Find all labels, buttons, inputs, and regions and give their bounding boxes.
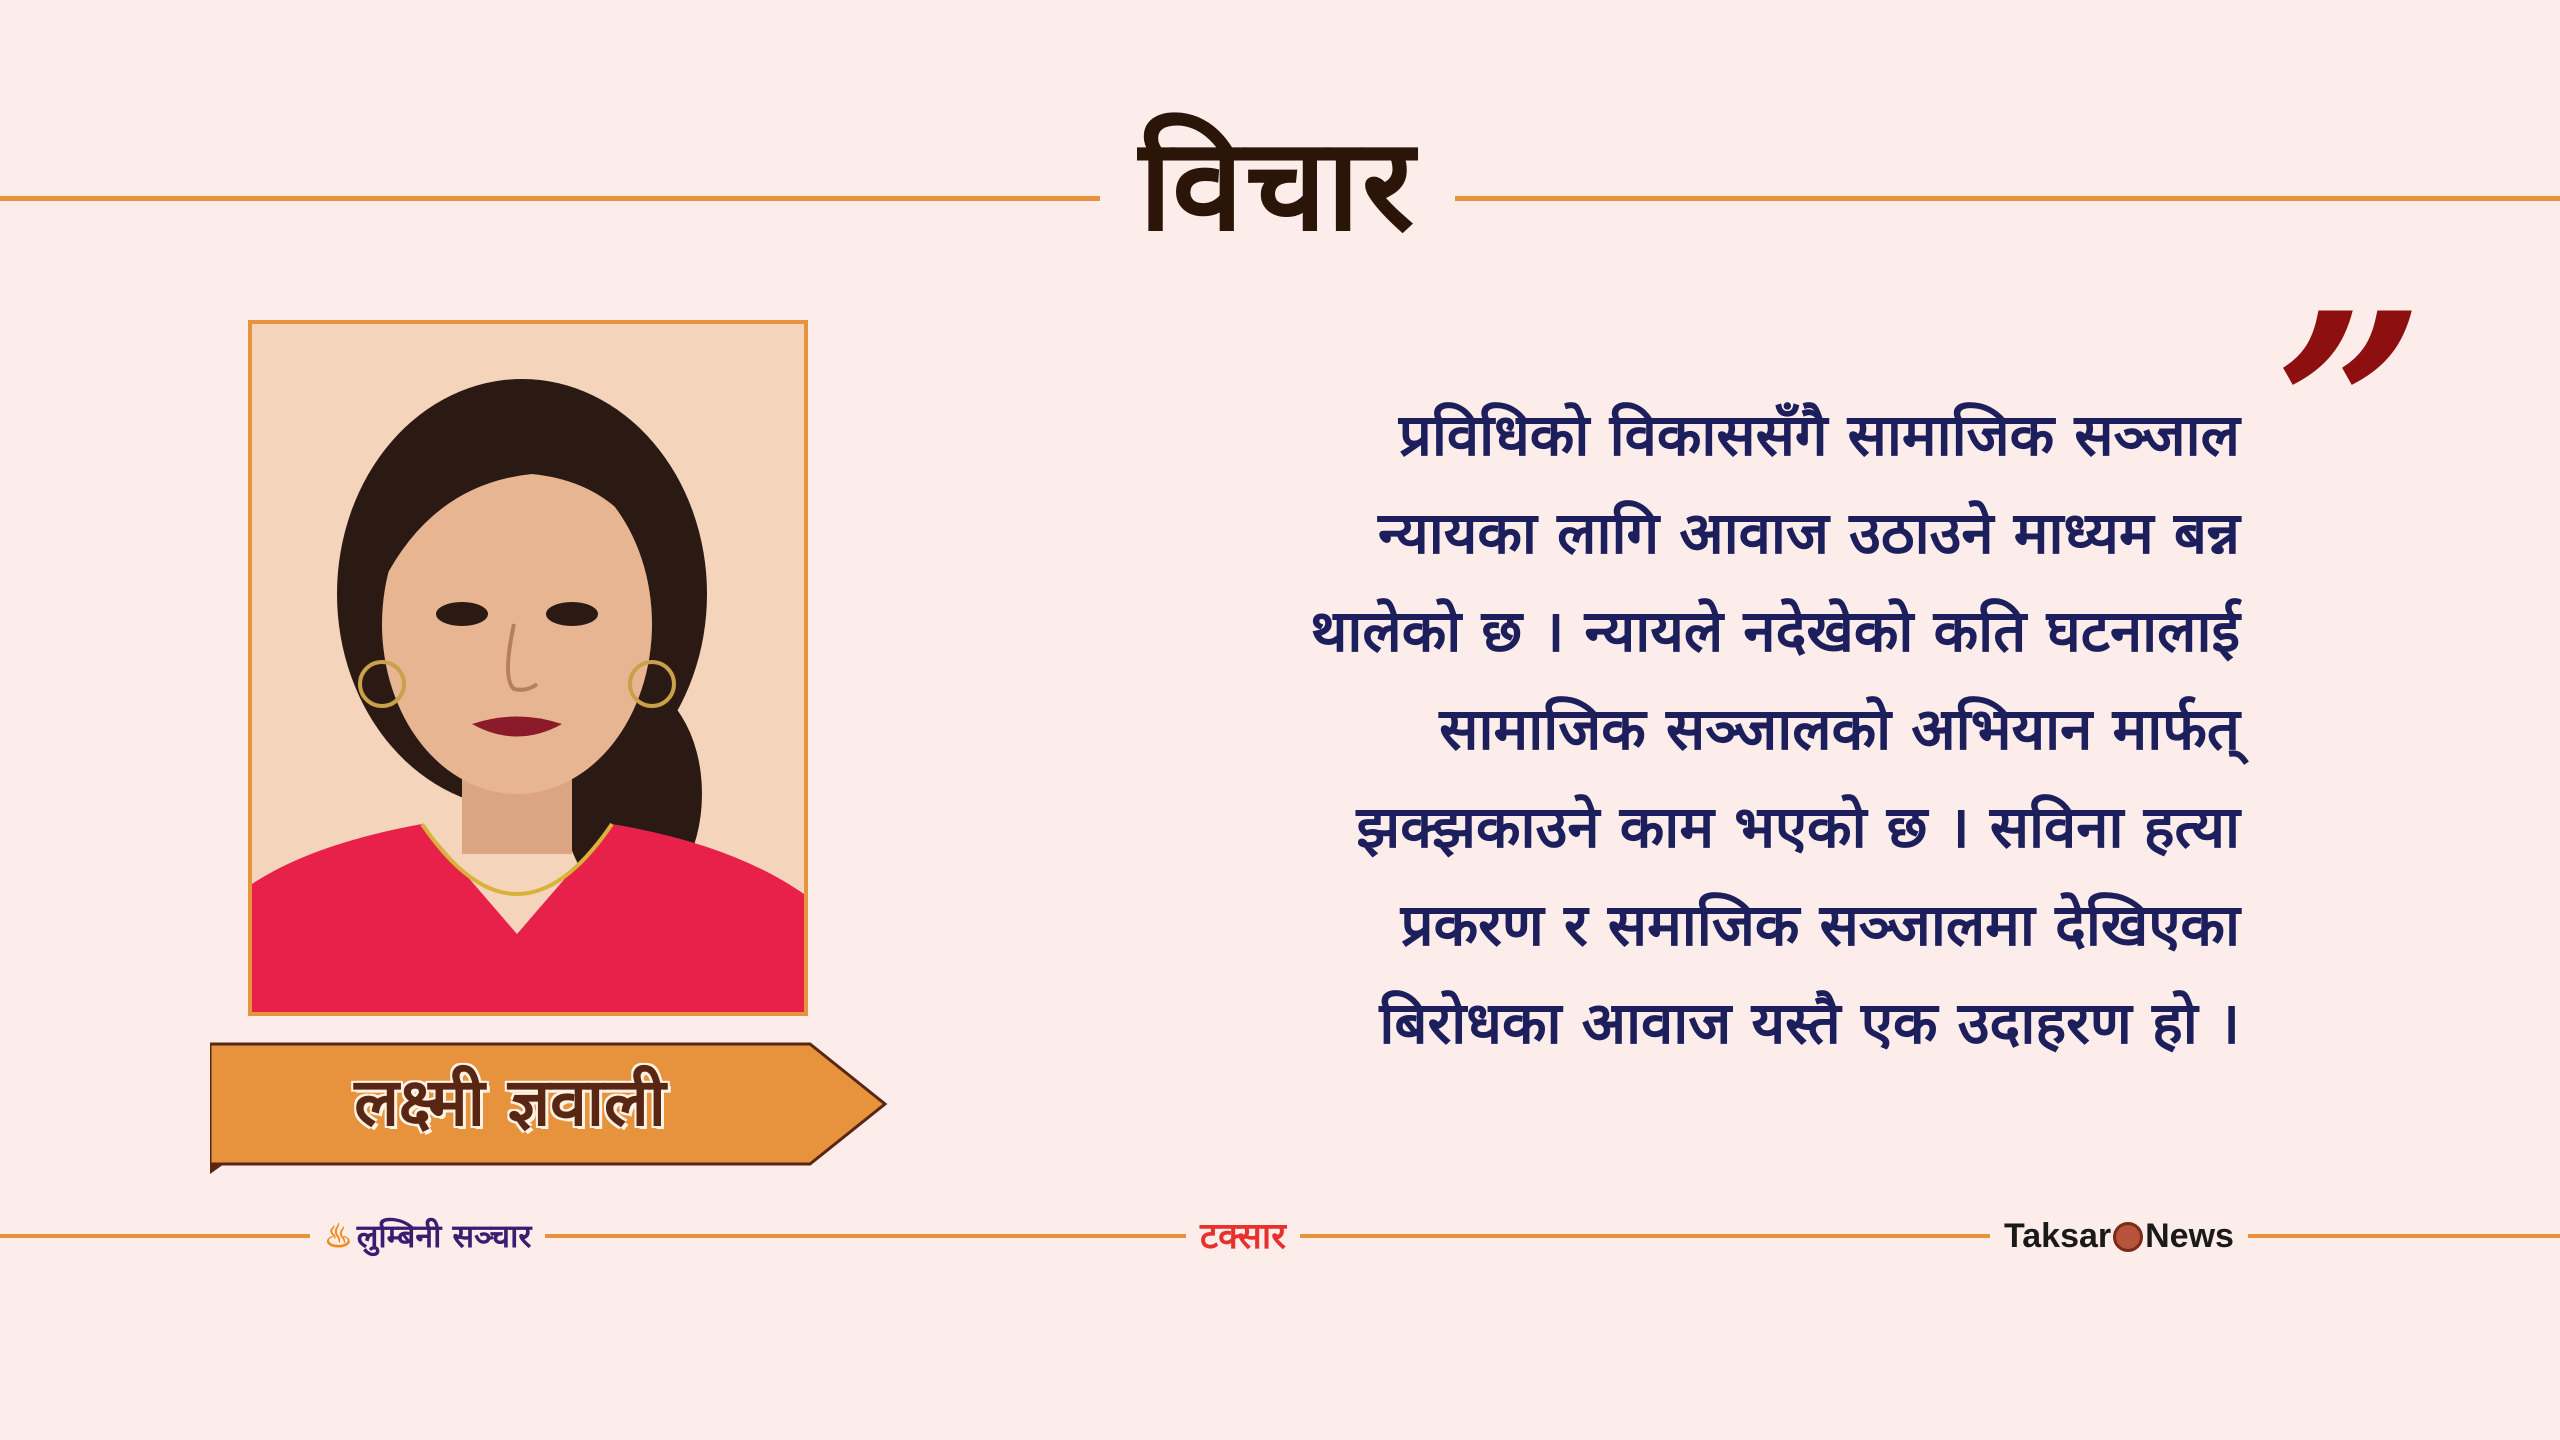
quote-line: थालेको छ । न्यायले नदेखेको कति घटनालाई (1310, 597, 2240, 665)
flame-icon: ♨ (324, 1217, 353, 1255)
quote-line: न्यायका लागि आवाज उठाउने माध्यम बन्न (1377, 499, 2240, 567)
header-rule-right (1455, 196, 2560, 201)
taksar-news-logo (1990, 1210, 2248, 1262)
news-logo-right: News (2145, 1217, 2234, 1255)
quote-line: सामाजिक सञ्जालको अभियान मार्फत् (1439, 695, 2240, 763)
page-title: विचार (1138, 110, 1417, 260)
author-photo (248, 320, 808, 1016)
lumbini-logo-text: लुम्बिनी सञ्चार (356, 1217, 532, 1255)
quote-line: प्रविधिको विकाससँगै सामाजिक सञ्जाल (1398, 401, 2240, 469)
quote-text (960, 386, 2240, 1072)
globe-icon (2113, 1222, 2143, 1252)
quote-line: प्रकरण र समाजिक सञ्जालमा देखिएका (1400, 891, 2240, 959)
quote-mark-icon: ” (2229, 257, 2444, 562)
taksar-logo: टक्सार (1186, 1210, 1300, 1262)
quote-line: बिरोधका आवाज यस्तै एक उदाहरण हो । (1379, 989, 2240, 1057)
quote-line: झक्झकाउने काम भएको छ । सविना हत्या (1356, 793, 2240, 861)
author-name: लक्ष्मी ज्ञवाली (354, 1063, 666, 1141)
news-logo-left: Taksar (2004, 1217, 2112, 1255)
lumbini-sanchar-logo (310, 1210, 545, 1262)
author-name-ribbon (210, 1034, 890, 1174)
header-rule-left (0, 196, 1100, 201)
